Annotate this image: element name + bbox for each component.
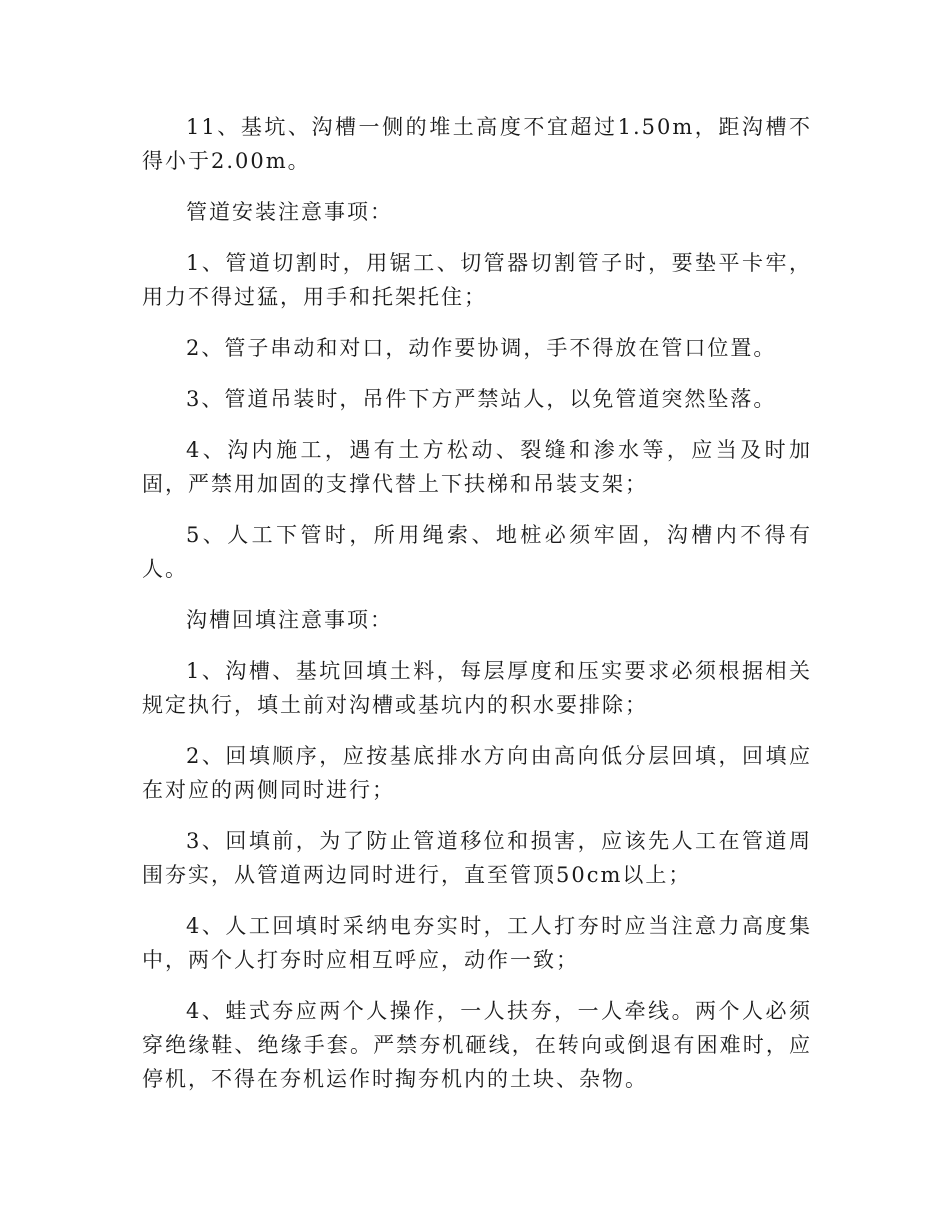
paragraph-frog-rammer: 4、蛙式夯应两个人操作，一人扶夯，一人牵线。两个人必须穿绝缘鞋、绝缘手套。严禁夯机砸线，在转向或倒退有困难时，应停机，不得在夯机运作时掏夯机内的土块、杂物。 — [142, 999, 812, 1091]
paragraph-pipe-cutting: 1、管道切割时，用锯工、切管器切割管子时，要垫平卡牢，用力不得过猛，用手和托架托住； — [142, 251, 812, 309]
paragraph-backfill-before: 3、回填前，为了防止管道移位和损害，应该先人工在管道周围夯实，从管道两边同时进行，直至管顶50cm以上； — [142, 829, 812, 887]
paragraph-backfill-material: 1、沟槽、基坑回填土料，每层厚度和压实要求必须根据相关规定执行，填土前对沟槽或基坑内的积水要排除； — [142, 659, 812, 717]
paragraph-soil-height: 11、基坑、沟槽一侧的堆土高度不宜超过1.50m，距沟槽不得小于2.00m。 — [142, 115, 812, 173]
paragraph-pipe-alignment: 2、管子串动和对口，动作要协调，手不得放在管口位置。 — [186, 336, 777, 360]
paragraph-trench-work: 4、沟内施工，遇有土方松动、裂缝和渗水等，应当及时加固，严禁用加固的支撑代替上下扶梯和吊装支架； — [142, 438, 812, 496]
paragraph-manual-lowering: 5、人工下管时，所用绳索、地桩必须牢固，沟槽内不得有人。 — [142, 523, 812, 581]
paragraph-backfill-order: 2、回填顺序，应按基底排水方向由高向低分层回填，回填应在对应的两侧同时进行； — [142, 744, 812, 802]
section-heading-pipe-installation: 管道安装注意事项： — [186, 200, 393, 224]
paragraph-pipe-hoisting: 3、管道吊装时，吊件下方严禁站人，以免管道突然坠落。 — [186, 387, 777, 411]
paragraph-electric-tamping: 4、人工回填时采纳电夯实时，工人打夯时应当注意力高度集中，两个人打夯时应相互呼应，动作一致； — [142, 914, 812, 972]
section-heading-trench-backfill: 沟槽回填注意事项： — [186, 608, 393, 632]
document-body — [142, 110, 812, 1113]
